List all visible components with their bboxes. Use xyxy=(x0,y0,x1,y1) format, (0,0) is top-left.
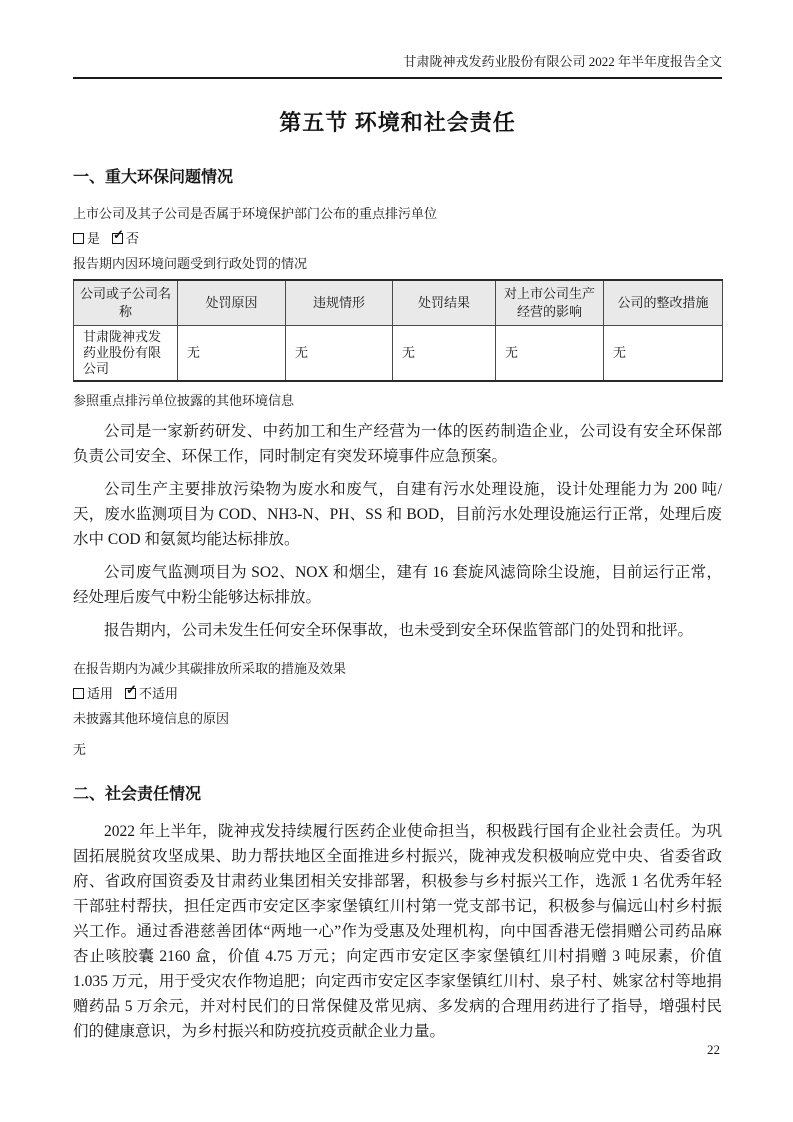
q2-label: 报告期内因环境问题受到行政处罚的情况 xyxy=(73,256,308,271)
check-mark-icon: ✓ xyxy=(126,682,137,697)
undisclosed-value: 无 xyxy=(73,742,87,757)
ref-label: 参照重点排污单位披露的其他环境信息 xyxy=(73,393,295,408)
checkbox-unchecked-icon xyxy=(73,688,84,699)
env-paragraph-2: 公司生产主要排放污染物为废水和废气，自建有污水处理设施，设计处理能力为 200 吨/天，废水监测项目为 COD、NH3-N、PH、SS 和 BOD，目前污水处理设施运行正常，处理后废水中 COD 和氨氮均能达标排放。 xyxy=(73,481,722,548)
social-responsibility-paragraph: 2022 年上半年，陇神戎发持续履行医药企业使命担当，积极践行国有企业社会责任。为巩固拓展脱贫攻坚成果、助力帮扶地区全面推进乡村振兴，陇神戎发积极响应党中央、省委省政府、省政府国资委及甘肃药业集团相关安排部署，积极参与乡村振兴工作，选派 1 名优秀年轻干部驻村帮扶，担任定西市安定区李家堡镇红川村第一党支部书记，积极参与偏远山村乡村振兴工作。通过香港慈善团体“两地一心”作为受惠及处理机构，向中国香港无偿捐赠公司药品麻杏止咳胶囊 2160 盒，价值 4.75 万元；向定西市安定区李家堡镇红川村捐赠 3 吨尿素，价值 1.035 万元，用于受灾农作物追肥；向定西市安定区李家堡镇红川村、泉子村、姚家岔村等地捐赠药品 5 万余元，并对村民们的日常保健及常见病、多发病的合理用药进行了指导，增强村民们的健康意识，为乡村振兴和防疫抗疫贡献企业力量。 xyxy=(73,823,722,1040)
cell-violation: 无 xyxy=(286,326,393,382)
cell-rectification: 无 xyxy=(604,326,723,382)
cell-penalty-reason: 无 xyxy=(178,326,286,382)
carbon-option-not-applicable: 不适用 xyxy=(139,686,179,701)
carbon-label: 在报告期内为减少其碳排放所采取的措施及效果 xyxy=(73,661,347,676)
checkbox-unchecked-icon xyxy=(73,233,84,244)
page-title: 第五节 环境和社会责任 xyxy=(279,110,516,135)
cell-company: 甘肃陇神戎发药业股份有限公司 xyxy=(74,326,178,382)
table-row xyxy=(74,326,723,382)
cell-penalty-result: 无 xyxy=(393,326,496,382)
col-header-violation: 违规情形 xyxy=(286,280,393,326)
q1-label: 上市公司及其子公司是否属于环境保护部门公布的重点排污单位 xyxy=(73,206,438,221)
checkbox-checked-icon xyxy=(125,682,137,699)
carbon-answer xyxy=(73,684,722,703)
penalty-table xyxy=(73,279,723,382)
page-number: 22 xyxy=(707,1042,720,1057)
col-header-impact: 对上市公司生产经营的影响 xyxy=(496,280,604,326)
undisclosed-label: 未披露其他环境信息的原因 xyxy=(73,711,230,726)
q1-answer xyxy=(73,229,722,248)
carbon-option-applicable: 适用 xyxy=(87,686,114,701)
col-header-rectification: 公司的整改措施 xyxy=(604,280,723,326)
cell-impact: 无 xyxy=(496,326,604,382)
doc-header-text: 甘肃陇神戎发药业股份有限公司 2022 年半年度报告全文 xyxy=(403,54,722,69)
section2-heading: 二、社会责任情况 xyxy=(73,786,202,803)
env-paragraph-1: 公司是一家新药研发、中药加工和生产经营为一体的医药制造企业，公司设有安全环保部负责公司安全、环保工作，同时制定有突发环境事件应急预案。 xyxy=(73,423,722,465)
col-header-penalty-reason: 处罚原因 xyxy=(178,280,286,326)
checkbox-checked-icon xyxy=(112,227,124,244)
q1-option-no: 否 xyxy=(126,231,140,246)
env-paragraph-3: 公司废气监测项目为 SO2、NOX 和烟尘，建有 16 套旋风滤筒除尘设施，目前运行正常，经处理后废气中粉尘能够达标排放。 xyxy=(73,564,722,606)
col-header-penalty-result: 处罚结果 xyxy=(393,280,496,326)
env-paragraph-4: 报告期内，公司未发生任何安全环保事故，也未受到安全环保监管部门的处罚和批评。 xyxy=(104,622,694,639)
check-mark-icon: ✓ xyxy=(113,227,124,242)
doc-header xyxy=(73,52,722,79)
section1-heading: 一、重大环保问题情况 xyxy=(73,169,234,186)
table-header-row xyxy=(74,280,723,326)
q1-option-yes: 是 xyxy=(87,231,101,246)
col-header-company: 公司或子公司名称 xyxy=(74,280,178,326)
